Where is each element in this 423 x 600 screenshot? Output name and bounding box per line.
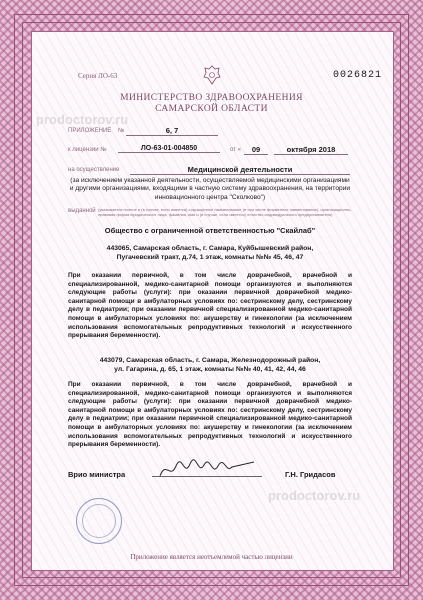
address-2 (68, 356, 352, 374)
address-2-line-1: 443079, Самарская область, г. Самара, Железнодорожный район, (99, 357, 321, 364)
organization-name: Общество с ограниченной ответственностью "Скайлаб" (104, 226, 316, 235)
watermark-bottom: prodoctorov.ru (268, 488, 361, 503)
license-month-year: октября 2018 (274, 145, 348, 155)
address-1 (68, 244, 352, 262)
license-number: ЛО-63-01-004850 (118, 145, 220, 153)
ministry-line-2: САМАРСКОЙ ОБЛАСТИ (155, 104, 268, 114)
address-1-line-2: Пугачевский тракт, д.74, 1 этаж, комнаты №№ 45, 46, 47 (116, 254, 304, 261)
activity-title: Медицинской деятельности (130, 165, 350, 175)
handwritten-signature (158, 456, 258, 482)
signer-position: Врио министра (68, 470, 126, 479)
official-seal-icon (76, 498, 122, 544)
address-2-line-2: ул. Гагарина, д. 65, 1 этаж, комнаты №№ 40, 41, 42, 44, 46 (114, 366, 306, 373)
services-block-2: При оказании первичной, в том числе доврачебной, врачебной и специализированной, медико-санитарной помощи организуются и выполняются следующие работы (услуги): при оказании первичной доврачебной медико-санитарной помощи в амбулаторных условиях по: сестринскому делу, сестринскому делу в педиатрии; при оказании первичной специализированной медико-санитарной помощи в амбулаторных условиях по: акушерству и гинекологии (за исключением использования вспомогательных репродуктивных технологий и искусственного прерывания беременности). (68, 381, 352, 449)
signer-name: Г.Н. Гридасов (285, 470, 336, 479)
footer-note: Приложение является неотъемлемой частью лицензии (130, 553, 293, 561)
watermark-top: prodoctorov.ru (36, 112, 129, 127)
license-day: 09 (244, 145, 268, 155)
address-1-line-1: 443065, Самарская область, г. Самара, Куйбышевский район, (106, 245, 314, 252)
appendix-number: 6, 7 (126, 126, 218, 136)
ministry-line-1: МИНИСТЕРСТВО ЗДРАВООХРАНЕНИЯ (120, 93, 303, 103)
issued-label: выданной (68, 208, 96, 214)
form-number: 0026821 (333, 70, 383, 81)
appendix-no-label: № (118, 128, 125, 134)
series-label: Серия ЛО-63 (78, 72, 118, 80)
license-prefix: к лицензии № (68, 147, 107, 153)
services-block-1: При оказании первичной, в том числе доврачебной, врачебной и специализированной, медико-санитарной помощи организуются и выполняются следующие работы (услуги): при оказании первичной доврачебной медико-санитарной помощи в амбулаторных условиях по: сестринскому делу, сестринскому делу в педиатрии; при оказании первичной специализированной медико-санитарной помощи в амбулаторных условиях по: акушерству и гинекологии (за исключением использования вспомогательных репродуктивных технологий и искусственного прерывания беременности). (68, 272, 352, 340)
activity-note: (за исключением указанной деятельности, осуществляемой медицинскими организациями и другими организациями, входящими в частную систему здравоохранения, на территории инновационного центра "Сколково") (69, 177, 351, 201)
issued-caption: (указывается полное и (в случае, если имеется) сокращенное наименование (в том числе фирменное наименование), организационно-правовая форма юридического лица, фамилия, имя и (в случае, если имеется) отчество индивидуального предпринимателя) (98, 207, 352, 217)
appendix-label: ПРИЛОЖЕНИЕ (68, 128, 112, 134)
coat-of-arms-icon (202, 64, 222, 86)
license-from-label: от « (230, 147, 241, 153)
activity-label: на осуществление (68, 167, 120, 173)
